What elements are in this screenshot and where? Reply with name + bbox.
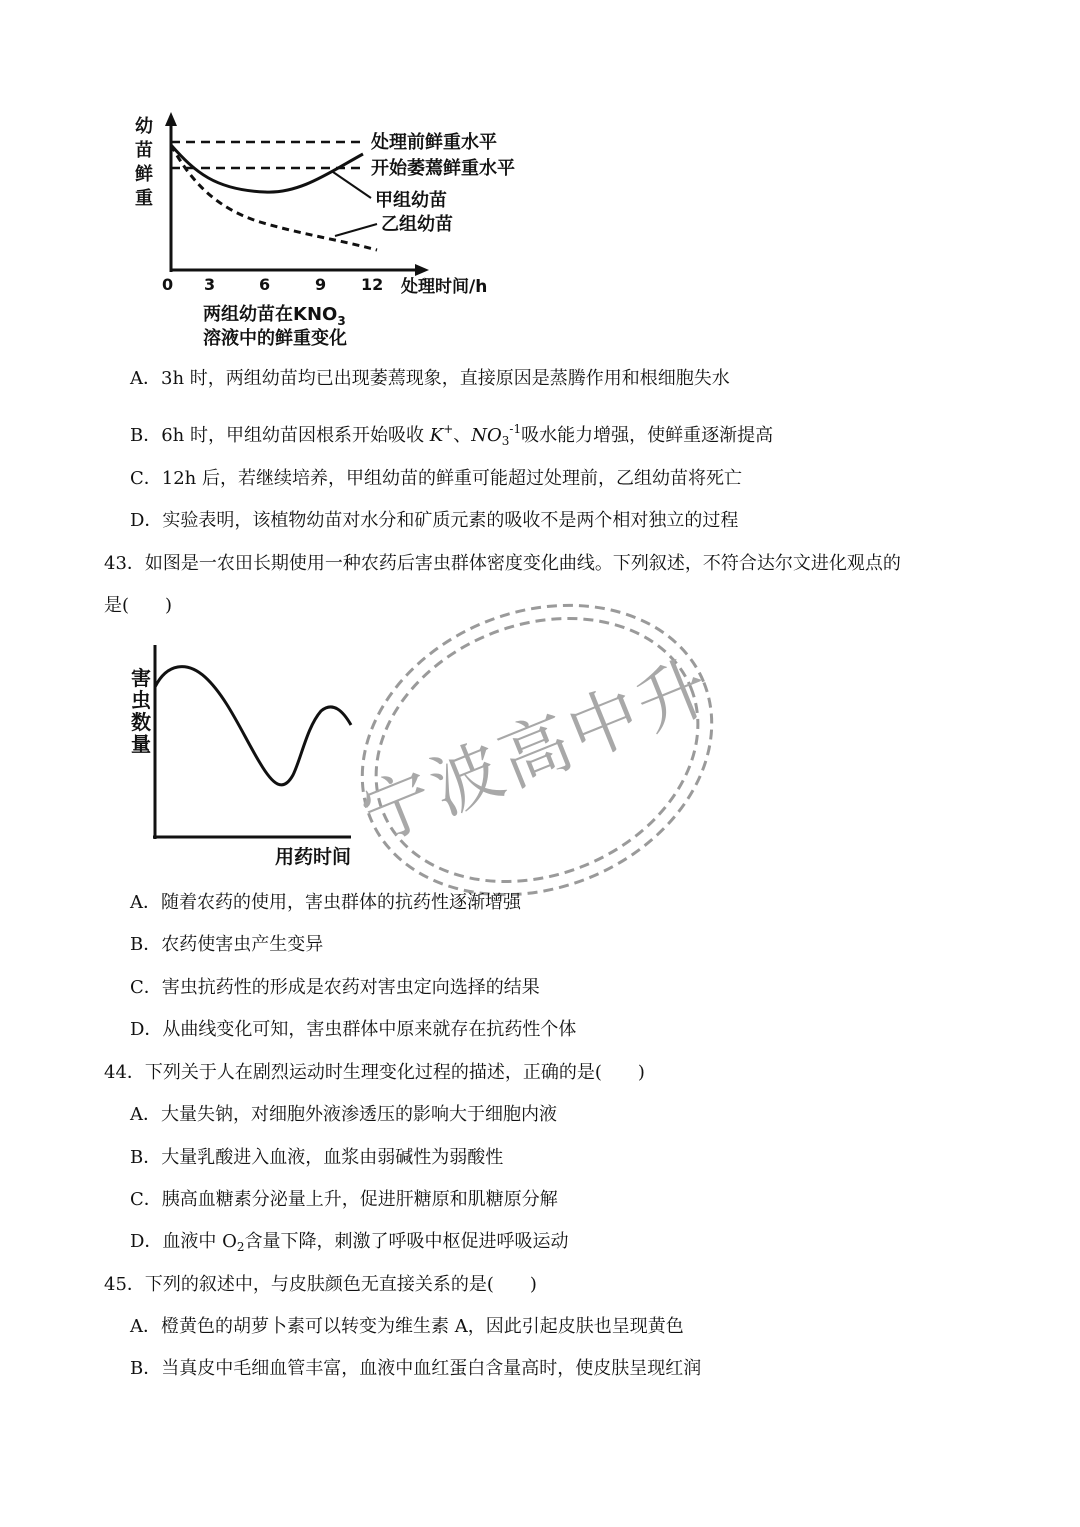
q42-option-c: C．12h 后，若继续培养，甲组幼苗的鲜重可能超过处理前，乙组幼苗将死亡 [130, 468, 742, 489]
q45-option-b: B．当真皮中毛细血管丰富，血液中血红蛋白含量高时，使皮肤呈现红润 [130, 1358, 702, 1379]
q45-stem: 45．下列的叙述中，与皮肤颜色无直接关系的是( ) [104, 1274, 537, 1295]
q42-option-b: B．6h 时，甲组幼苗因根系开始吸收 K+、$NO_3^{-1}$吸水能力增强，使鲜重逐渐提高 [130, 422, 774, 448]
q43-option-d: D．从曲线变化可知，害虫群体中原来就存在抗药性个体 [130, 1019, 577, 1040]
y-axis-arrow [165, 112, 177, 126]
q42-option-d: D．实验表明，该植物幼苗对水分和矿质元素的吸收不是两个相对独立的过程 [130, 510, 739, 531]
q45-option-a: A．橙黄色的胡萝卜素可以转变为维生素 A，因此引起皮肤也呈现黄色 [130, 1316, 684, 1337]
y-axis-label-3: 数 [131, 710, 151, 734]
x-tick-6: 6 [259, 275, 271, 294]
figure-caption-line1: 两组幼苗在$KNO_3$ [203, 304, 346, 328]
q43-option-b: B．农药使害虫产生变异 [130, 934, 324, 955]
q44-option-b: B．大量乳酸进入血液，血浆由弱碱性为弱酸性 [130, 1147, 504, 1168]
x-tick-0: 0 [162, 275, 174, 294]
figure-pest-chart [125, 635, 365, 870]
y-axis-label-3: 鲜 [135, 164, 153, 185]
legend-yi: 乙组幼苗 [381, 214, 453, 235]
q42-option-a: A．3h 时，两组幼苗均已出现萎蔫现象，直接原因是蒸腾作用和根细胞失水 [130, 368, 730, 389]
y-axis-label-4: 重 [135, 188, 153, 209]
q43-stem-cont: 是( ) [104, 595, 173, 616]
x-tick-9: 9 [315, 275, 327, 294]
figure-caption-line2: 溶液中的鲜重变化 [203, 328, 347, 349]
x-axis-label: 用药时间 [275, 846, 352, 868]
y-axis-label-2: 苗 [135, 140, 153, 161]
y-axis-label-2: 虫 [131, 688, 151, 712]
yi-leader-line [335, 224, 377, 236]
legend-jia: 甲组幼苗 [375, 190, 447, 211]
legend-pre-treatment: 处理前鲜重水平 [371, 132, 497, 153]
jia-leader-line [333, 172, 371, 198]
q43-option-c: C．害虫抗药性的形成是农药对害虫定向选择的结果 [130, 977, 540, 998]
y-axis-label-1: 幼 [135, 116, 153, 137]
legend-wilting: 开始萎蔫鲜重水平 [371, 158, 515, 179]
y-axis-label-4: 量 [131, 732, 151, 756]
q44-option-a: A．大量失钠，对细胞外液渗透压的影响大于细胞内液 [130, 1104, 557, 1125]
watermark-stamp [340, 585, 735, 915]
y-axis-label-1: 害 [131, 666, 151, 690]
x-tick-12: 12 [361, 275, 384, 294]
x-axis-label: 处理时间/h [401, 277, 488, 297]
q44-option-c: C．胰高血糖素分泌量上升，促进肝糖原和肌糖原分解 [130, 1189, 558, 1210]
x-tick-3: 3 [204, 275, 216, 294]
figure-fresh-weight-chart [125, 110, 545, 355]
watermark-text: 宁波高中升 [350, 643, 725, 859]
x-axis-arrow [415, 264, 429, 276]
q44-stem: 44．下列关于人在剧烈运动时生理变化过程的描述，正确的是( ) [104, 1062, 645, 1083]
q43-stem: 43．如图是一农田长期使用一种农药后害虫群体密度变化曲线。下列叙述，不符合达尔文进化观点的 [104, 553, 901, 574]
yi-curve [171, 145, 377, 250]
pest-population-curve [155, 667, 351, 785]
q44-option-d: D．血液中 $O_2$含量下降，刺激了呼吸中枢促进呼吸运动 [130, 1231, 569, 1254]
q43-option-a: A．随着农药的使用，害虫群体的抗药性逐渐增强 [130, 892, 521, 913]
